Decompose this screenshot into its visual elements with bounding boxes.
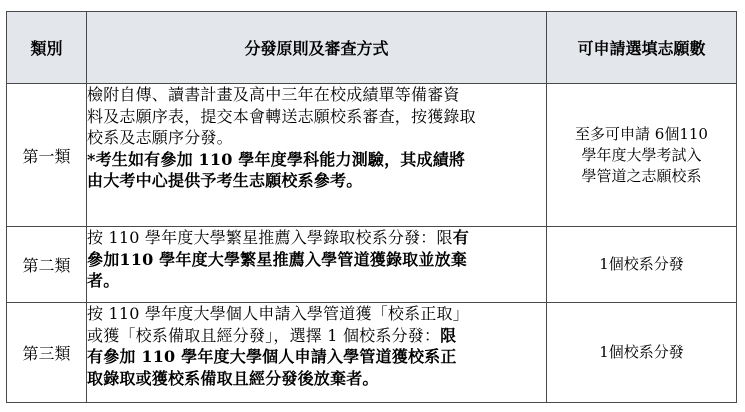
principle-bold-text: 限 <box>440 325 457 345</box>
category-cell: 第一類 <box>7 84 87 227</box>
principle-cell <box>87 303 547 403</box>
header-quota: 可申請選填志願數 <box>547 12 737 84</box>
principle-line: 按 110 學年度大學個人申請入學管道獲「校系正取」 <box>87 304 469 323</box>
admission-category-table <box>6 11 737 403</box>
principle-bold-line: 由大考中心提供予考生志願校系參考。 <box>87 171 363 190</box>
principle-line: 料及志願序表，提交本會轉送志願校系審查，按獲錄取 <box>87 106 476 126</box>
principle-cell <box>87 84 547 227</box>
principle-bold-text: 有 <box>452 228 469 247</box>
category-cell: 第二類 <box>7 227 87 303</box>
category-cell: 第三類 <box>7 303 87 403</box>
principle-bold-line: 者。 <box>87 271 120 290</box>
principle-bold-line: 取錄取或獲校系備取且經分發後放棄者。 <box>87 368 379 388</box>
principle-bold-line: 參加110 學年度大學繁星推薦入學管道獲錄取並放棄 <box>87 249 467 269</box>
principle-line: 檢附自傳、讀書計畫及高中三年在校成績單等備審資 <box>87 85 460 104</box>
table-row <box>7 303 737 403</box>
principle-line <box>87 325 546 347</box>
principle-bold-line: 有參加 110 學年度大學個人申請入學管道獲校系正 <box>87 347 457 366</box>
quota-cell: 1個校系分發 <box>547 303 737 403</box>
principle-text: 按 110 學年度大學繁星推薦入學錄取校系分發：限 <box>87 228 453 247</box>
quota-line: 至多可申請 6個110 <box>575 124 708 143</box>
table-row <box>7 84 737 227</box>
quota-line: 學管道之志願校系 <box>581 166 702 185</box>
quota-line: 學年度大學考試入 <box>581 145 702 164</box>
principle-line <box>87 227 546 249</box>
principle-bold-line: *考生如有參加 110 學年度學科能力測驗，其成績將 <box>87 149 466 169</box>
quota-cell <box>547 84 737 227</box>
quota-cell: 1個校系分發 <box>547 227 737 303</box>
header-category: 類別 <box>7 12 87 84</box>
header-principle: 分發原則及審查方式 <box>87 12 547 84</box>
principle-line: 校系及志願序分發。 <box>87 128 233 147</box>
principle-cell <box>87 227 547 303</box>
table-header-row <box>7 12 737 84</box>
principle-text: 或獲「校系備取且經分發」，選擇 1 個校系分發： <box>87 325 441 345</box>
table-row <box>7 227 737 303</box>
